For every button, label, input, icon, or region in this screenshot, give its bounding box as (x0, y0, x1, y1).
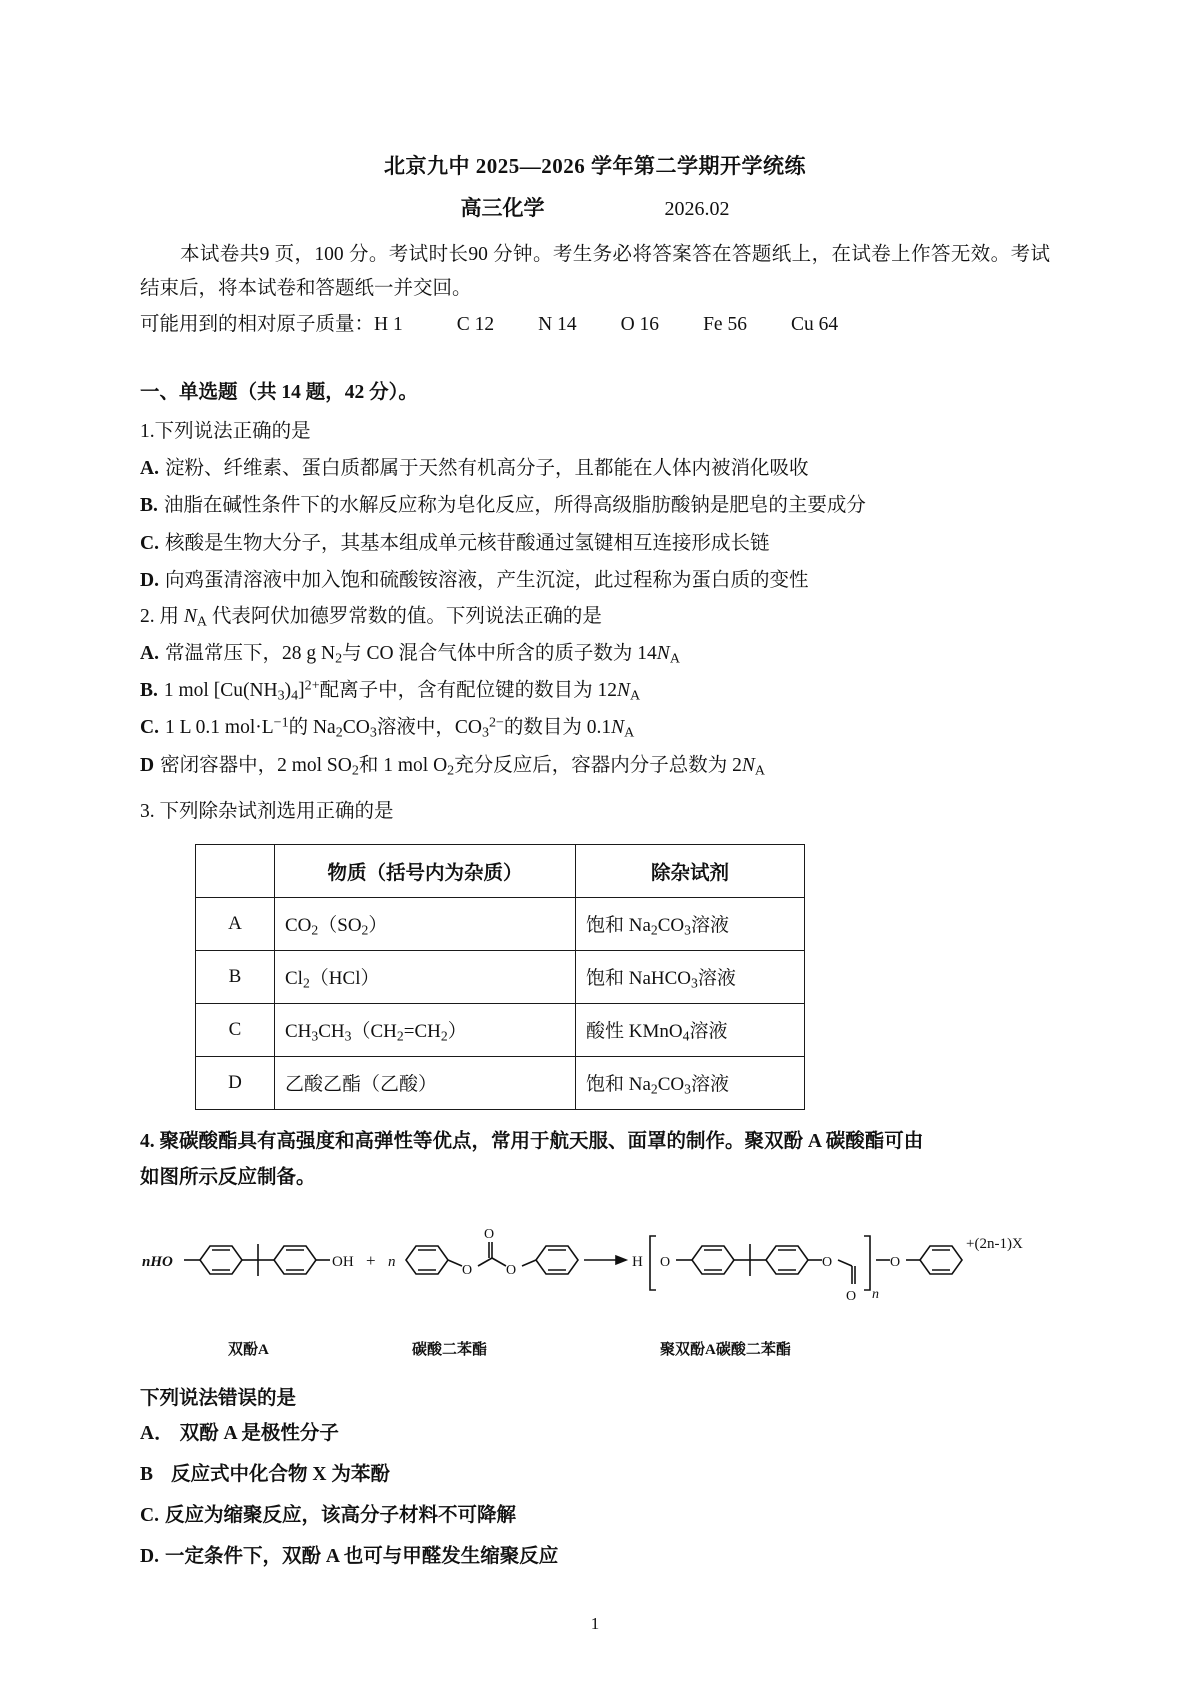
subject-name: 高三化学 (460, 196, 545, 220)
atomic-mass-cu: Cu 64 (790, 314, 839, 336)
question-4-stem-line2: 如图所示反应制备。 (140, 1166, 316, 1188)
option-text: 淀粉、纤维素、蛋白质都属于天然有机高分子，且都能在人体内被消化吸收 (164, 458, 809, 480)
option-text: 常温常压下，28 g $N_2$与 CO 混合气体中所含的质子数为 $14N_A$ (164, 643, 680, 667)
row-reagent: 饱和 $Na_2CO_3$溶液 (576, 897, 805, 950)
row-reagent: 饱和 NaHCO$_3$溶液 (576, 950, 805, 1003)
option-letter: B. (140, 495, 158, 517)
th-letter (196, 844, 275, 897)
question-1-option-a (140, 450, 1050, 487)
table-row (196, 1056, 805, 1109)
atomic-mass-c: C 12 (456, 314, 495, 336)
atomic-mass-n: N 14 (538, 314, 577, 336)
option-text: 核酸是生物大分子，其基本组成单元核苷酸通过氢键相互连接形成长链 (164, 532, 770, 554)
option-letter: B (140, 1463, 154, 1485)
row-reagent: 饱和 $Na_2CO_3$溶液 (576, 1056, 805, 1109)
option-letter: A. (140, 643, 159, 665)
option-letter: D. (140, 1545, 159, 1567)
question-4-stem-line1: 4. 聚碳酸酯具有高强度和高弹性等优点，常用于航天服、面罩的制作。聚双酚 A 碳酸酯可由 (140, 1130, 924, 1152)
question-1-option-d (140, 562, 1050, 599)
scheme-label-diphenyl-carbonate: 碳酸二苯酯 (412, 1342, 488, 1359)
row-substance: $CO_2(SO_2)$ (275, 897, 576, 950)
svg-text:+(2n-1)X: +(2n-1)X (966, 1236, 1023, 1253)
atomic-mass-o: O 16 (620, 314, 660, 336)
atomic-mass-h: H 1 (374, 314, 403, 336)
option-text: 反应为缩聚反应，该高分子材料不可降解 (164, 1504, 516, 1526)
page-number: 1 (590, 1614, 600, 1633)
option-text: 双酚 A 是极性分子 (179, 1423, 339, 1445)
th-reagent: 除杂试剂 (576, 844, 805, 897)
scheme-label-polycarbonate: 聚双酚A碳酸二苯酯 (660, 1342, 791, 1359)
svg-text:H: H (632, 1254, 643, 1271)
scheme-label-row (140, 1338, 1050, 1364)
svg-text:O: O (846, 1289, 857, 1305)
reaction-scheme-diagram (140, 1214, 1050, 1332)
option-letter: A． (140, 1423, 174, 1445)
th-substance: 物质（括号内为杂质） (275, 844, 576, 897)
question-2-option-a (140, 635, 1050, 672)
option-text: 向鸡蛋清溶液中加入饱和硫酸铵溶液，产生沉淀，此过程称为蛋白质的变性 (164, 569, 809, 591)
table-row (196, 950, 805, 1003)
option-letter: C. (140, 717, 159, 739)
row-letter: A (196, 897, 275, 950)
question-4-ask: 下列说法错误的是 (140, 1388, 297, 1410)
purify-table (195, 844, 805, 1110)
svg-text:O: O (462, 1263, 473, 1279)
option-text: 一定条件下，双酚 A 也可与甲醛发生缩聚反应 (164, 1545, 559, 1567)
option-letter: C. (140, 1504, 159, 1526)
subject-row (140, 192, 1050, 222)
question-3-stem: 3. 下列除杂试剂选用正确的是 (140, 800, 394, 822)
instructions-text: 本试卷共9 页，100 分。考试时长90 分钟。考生务必将答案答在答题纸上，在试卷上作答无效。考试结束后，将本试卷和答题纸一并交回。 (140, 244, 1050, 300)
svg-text:O: O (484, 1227, 495, 1243)
row-substance: 乙酸乙酯（乙酸） (275, 1056, 576, 1109)
option-text: 1 mol $[Cu(NH_3)_4]^{2+}$配离子中，含有配位键的数目为 $12N_A$ (163, 677, 641, 704)
svg-text:O: O (822, 1255, 833, 1271)
question-1-option-b (140, 487, 1050, 524)
scheme-label-bisphenol-a: 双酚A (228, 1342, 269, 1359)
question-4-option-b (140, 1455, 1050, 1496)
question-4-option-d (140, 1537, 1050, 1578)
atomic-mass-fe: Fe 56 (703, 314, 747, 336)
svg-text:nHO: nHO (142, 1254, 173, 1271)
option-letter: D. (140, 569, 159, 591)
row-substance: $CH_3CH_3(CH_2=CH_2)$ (275, 1003, 576, 1056)
svg-text:O: O (660, 1255, 671, 1271)
atomic-mass-line (140, 308, 1050, 342)
section-heading: 一、单选题（共 14 题，42 分）。 (140, 382, 418, 404)
svg-text:n: n (388, 1254, 396, 1271)
row-letter: D (196, 1056, 275, 1109)
question-2-option-b (140, 672, 1050, 709)
option-text: 1 L 0.1 $mol\cdot L^{-1}$的 $Na_2CO_3$溶液中，$CO_3^{2-}$的数目为 $0.1N_A$ (164, 715, 635, 741)
exam-date: 2026.02 (664, 198, 730, 220)
question-4-option-c (140, 1496, 1050, 1537)
question-2-stem: 2. 用 $N_A$ 代表阿伏加德罗常数的值。下列说法正确的是 (140, 605, 602, 630)
question-2-option-c (140, 709, 1050, 746)
svg-text:n: n (872, 1287, 879, 1303)
svg-text:O: O (506, 1263, 517, 1279)
option-text: 密闭容器中，2 mol $SO_2$和 1 mol $O_2$充分反应后，容器内分子总数为 $2N_A$ (160, 754, 765, 779)
question-1-stem: 1.下列说法正确的是 (140, 421, 311, 443)
svg-text:O: O (890, 1255, 901, 1271)
row-substance: $Cl_2(HCl)$ (275, 950, 576, 1003)
option-text: 反应式中化合物 X 为苯酚 (171, 1463, 390, 1485)
question-2-option-d (140, 747, 1050, 784)
atomic-mass-label: 可能用到的相对原子质量： (140, 314, 375, 336)
option-text: 油脂在碱性条件下的水解反应称为皂化反应，所得高级脂肪酸钠是肥皂的主要成分 (163, 495, 866, 517)
option-letter: A. (140, 458, 159, 480)
row-letter: C (196, 1003, 275, 1056)
row-letter: B (196, 950, 275, 1003)
reaction-scheme-svg (140, 1214, 1050, 1326)
question-4-option-a (140, 1414, 1050, 1455)
row-reagent: 酸性 KMnO$_4$溶液 (576, 1003, 805, 1056)
option-letter: D (140, 754, 155, 776)
svg-text:+: + (366, 1251, 376, 1271)
table-header-row (196, 844, 805, 897)
svg-text:OH: OH (332, 1254, 354, 1271)
option-letter: C. (140, 532, 159, 554)
table-row (196, 897, 805, 950)
table-row (196, 1003, 805, 1056)
question-1-option-c (140, 525, 1050, 562)
option-letter: B. (140, 680, 158, 702)
page-title: 北京九中 2025—2026 学年第二学期开学统练 (384, 154, 806, 178)
